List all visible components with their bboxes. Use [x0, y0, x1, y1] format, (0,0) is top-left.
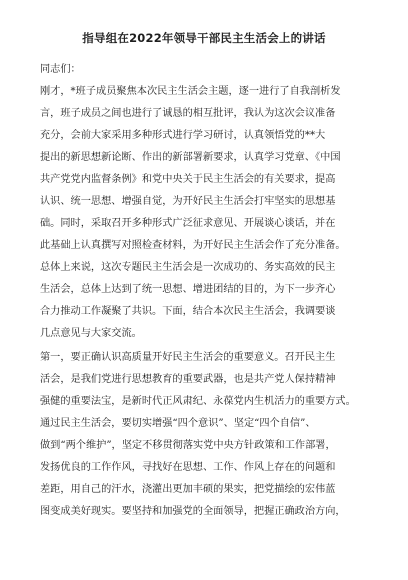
paragraph-line: 差距，用自己的汗水，浇灌出更加丰硕的果实，把党描绘的宏伟蓝 — [40, 484, 336, 495]
paragraph-line: 通过民主生活会，要切实增强“四个意识”、坚定“四个自信”、 — [40, 418, 316, 429]
paragraph-line: 认识、统一思想、增强自觉，为开好民主生活会打牢坚实的思想基 — [40, 196, 336, 207]
paragraph-2 — [40, 347, 368, 523]
paragraph-line: 础。同时，采取召开多种形式广泛征求意见、开展谈心谈话，并在 — [40, 218, 336, 229]
paragraph-line: 刚才，*班子成员聚焦本次民主生活会主题，逐一进行了自我剖析发 — [40, 86, 341, 97]
paragraph-1 — [40, 81, 368, 345]
document-title: 指导组在2022年领导干部民主生活会上的讲话 — [82, 31, 326, 45]
paragraph-line: 强健的重要法宝，是新时代正风肃纪、永葆党内生机活力的重要方式。 — [40, 396, 356, 407]
paragraph-line: 发扬优良的工作作风，寻找好在思想、工作、作风上存在的问题和 — [40, 462, 336, 473]
paragraph-line: 第一，要正确认识高质量开好民主生活会的重要意义。召开民主生 — [40, 352, 336, 363]
paragraph-line: 做到“两个维护”，坚定不移贯彻落实党中央方针政策和工作部署， — [40, 440, 336, 451]
paragraph-line: 几点意见与大家交流。 — [40, 328, 142, 339]
salutation: 同志们： — [40, 64, 81, 75]
paragraph-line: 此基础上认真撰写对照检查材料，为开好民主生活会作了充分准备。 — [40, 240, 346, 251]
paragraph-line: 言，班子成员之间也进行了诚恳的相互批评，我认为这次会议准备 — [40, 108, 336, 119]
paragraph-line: 图变成美好现实。要坚持和加强党的全面领导，把握正确政治方向， — [40, 506, 346, 517]
paragraph-line: 共产党党内监督条例》和党中央关于民主生活会的有关要求，提高 — [40, 174, 336, 185]
paragraph-line: 生活会，总体上达到了统一思想、增进团结的目的，为下一步齐心 — [40, 284, 336, 295]
paragraph-line: 提出的新思想新论断、作出的新部署新要求，认真学习党章、《中国 — [40, 152, 341, 163]
paragraph-line: 活会，是我们党进行思想教育的重要武器，也是共产党人保持精神 — [40, 374, 336, 385]
paragraph-line: 合力推动工作凝聚了共识。下面，结合本次民主生活会，我调要谈 — [40, 306, 336, 317]
paragraph-line: 总体上来说，这次专题民主生活会是一次成功的、务实高效的民主 — [40, 262, 336, 273]
paragraph-line: 充分，会前大家采用多种形式进行学习研讨，认真领悟党的**大 — [40, 130, 326, 141]
